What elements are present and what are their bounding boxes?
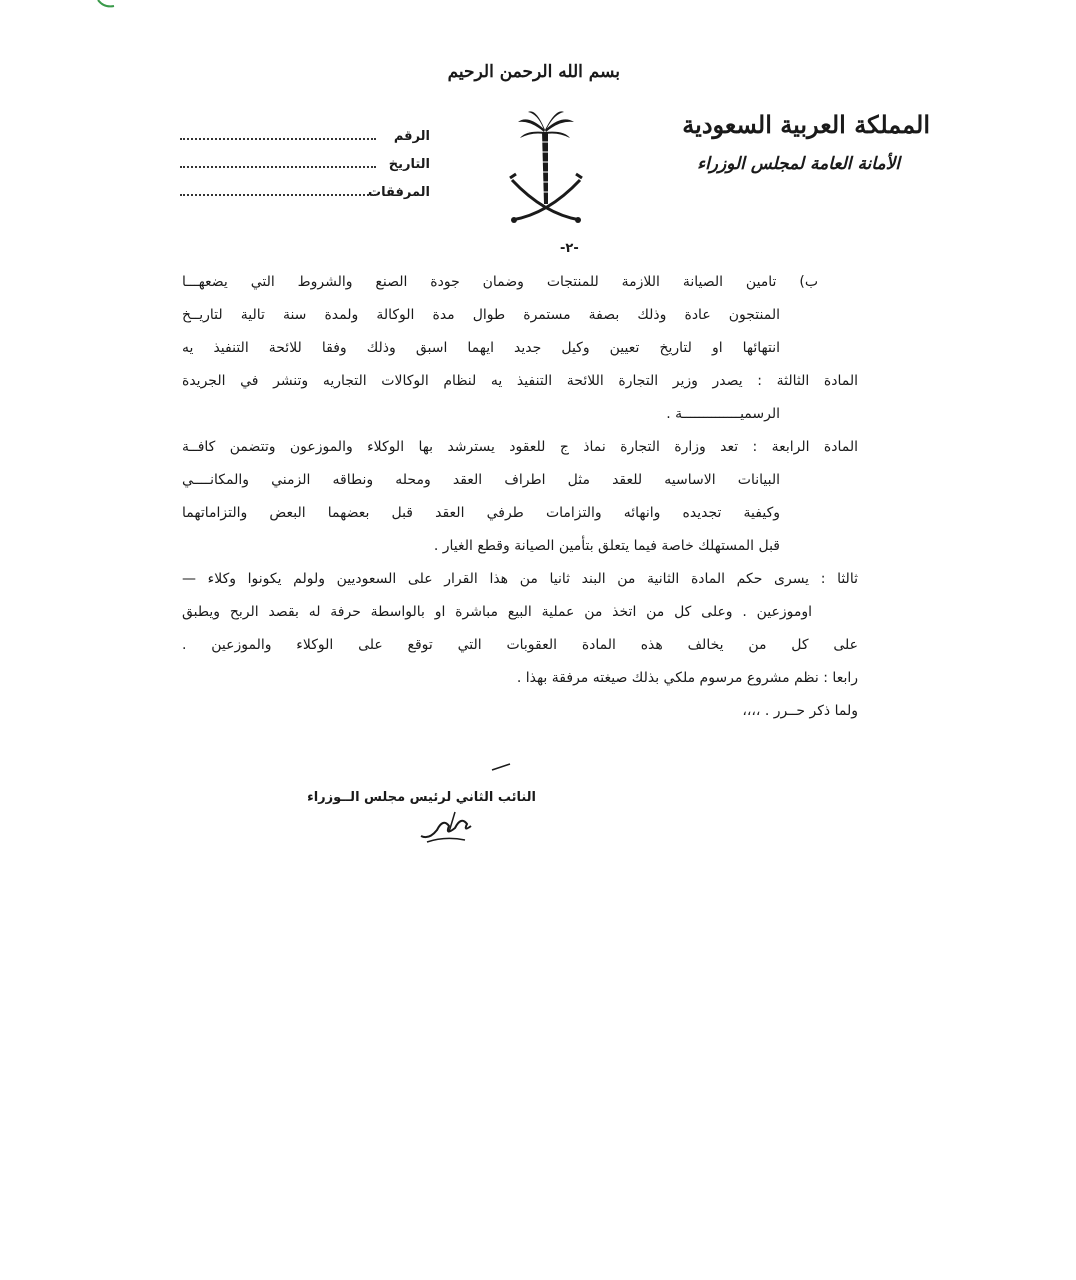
- text-line: المادة الثالثة : يصدر وزير التجارة اللائحة التنفيذ يه لنظام الوكالات التجاريه وتنشر في الجريدة: [182, 373, 858, 389]
- field-number: [180, 116, 430, 144]
- palm-swords-emblem-icon: [498, 108, 594, 228]
- text-line: المادة الرابعة : تعد وزارة التجارة نماذ ج للعقود يسترشد بها الوكلاء والموزعون وتتضمن كافــة: [182, 439, 858, 455]
- handwritten-signature-icon: [415, 806, 475, 846]
- text-line: رابعا : نظم مشروع مرسوم ملكي بذلك صيغته مرفقة بهذا .: [516, 670, 858, 686]
- body-text: [182, 266, 858, 728]
- signature-block: [307, 790, 536, 805]
- issuer-block: [630, 108, 930, 174]
- reference-fields: [180, 116, 430, 200]
- field-label: التاريخ: [388, 157, 430, 172]
- field-date: [180, 144, 430, 172]
- dash-mark-icon: [490, 762, 514, 772]
- secretariat-name: الأمانة العامة لمجلس الوزراء: [697, 154, 900, 174]
- field-blank: [180, 194, 376, 196]
- text-line: ب) تامين الصيانة اللازمة للمنتجات وضمان جودة الصنع والشروط التي يضعهـــا: [182, 274, 818, 290]
- text-line: وكيفية تجديده وانهائه والتزامات طرفي العقد قبل بعضهما البعض والتزاماتهما: [182, 505, 780, 521]
- basmala: بسم الله الرحمن الرحيم: [447, 62, 620, 82]
- text-line: اوموزعين . وعلى كل من اتخذ من عملية البيع مباشرة او بالواسطة حرفة له بقصد الربح ويطبق: [182, 604, 812, 620]
- text-line: البيانات الاساسيه للعقد مثل اطراف العقد ومحله ونطاقه الزمني والمكانــــي: [182, 472, 780, 488]
- corner-mark-icon: [96, 0, 116, 10]
- text-line: الرسميــــــــــــــة .: [666, 406, 780, 422]
- field-label: المرفقات: [368, 185, 430, 200]
- text-line: قبل المستهلك خاصة فيما يتعلق بتأمين الصيانة وقطع الغيار .: [433, 538, 780, 554]
- text-line: ثالثا : يسرى حكم المادة الثانية من البند ثانيا من هذا القرار على السعوديين ولولم يكونوا وكلاء —: [182, 571, 858, 587]
- field-attachments: [180, 172, 430, 200]
- text-line: انتهائها او لتاريخ تعيين وكيل جديد ايهما اسبق وذلك وفقا للائحة التنفيذ يه: [182, 340, 780, 356]
- kingdom-name: المملكة العربية السعودية: [682, 110, 930, 139]
- page-number: -٢-: [560, 241, 579, 256]
- field-blank: [180, 138, 376, 140]
- text-line: ولما ذكر حــرر . ،،،،: [742, 703, 858, 719]
- header-center: [447, 62, 620, 82]
- text-line: على كل من يخالف هذه المادة العقوبات التي توقع على الوكلاء والموزعين .: [182, 637, 858, 653]
- text-line: المنتجون عادة وذلك بصفة مستمرة طوال مدة الوكالة ولمدة سنة تالية لتاريــخ: [182, 307, 780, 323]
- field-label: الرقم: [393, 129, 430, 144]
- field-blank: [180, 166, 376, 168]
- signer-title: النائب الثاني لرئيس مجلس الــوزراء: [307, 790, 536, 805]
